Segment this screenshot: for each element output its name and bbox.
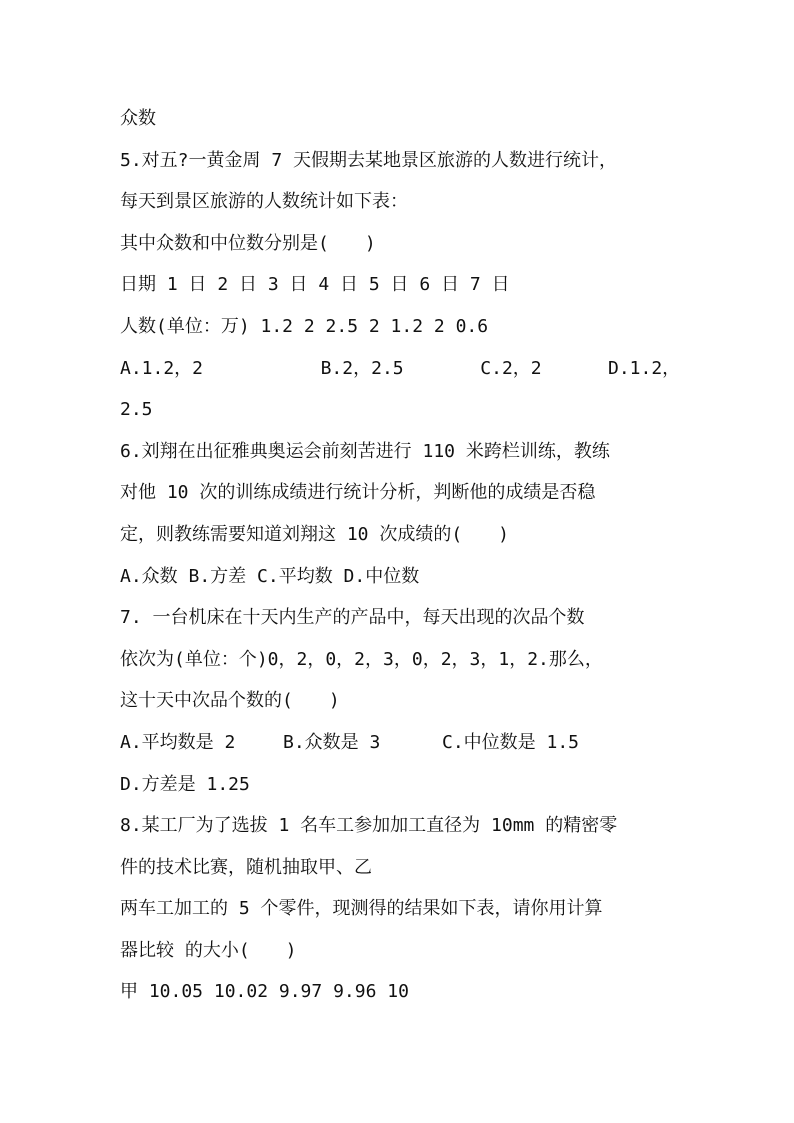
question-5-date-row: 日期 1 日 2 日 3 日 4 日 5 日 6 日 7 日 — [120, 274, 510, 296]
option-d: D.1.2， — [608, 357, 681, 379]
option-a: A.1.2，2 — [120, 357, 204, 379]
question-5-line: 5.对五?一黄金周 7 天假期去某地景区旅游的人数进行统计， — [120, 149, 618, 171]
option-d: D.方差是 1.25 — [120, 773, 250, 795]
question-8-line: 两车工加工的 5 个零件，现测得的结果如下表，请你用计算 — [120, 898, 603, 920]
question-6-line: 6.刘翔在出征雅典奥运会前刻苦进行 110 米跨栏训练，教练 — [120, 440, 610, 462]
question-8-line: 器比较 的大小( ) — [120, 939, 297, 961]
question-7-line: 7. 一台机床在十天内生产的产品中，每天出现的次品个数 — [120, 607, 585, 629]
question-8-line: 8.某工厂为了选拔 1 名车工参加加工直径为 10mm 的精密零 — [120, 815, 618, 837]
question-5-line: 每天到景区旅游的人数统计如下表： — [120, 191, 408, 213]
option-b: B.众数是 3 — [283, 731, 381, 753]
question-7-options — [120, 722, 680, 764]
text-line: 众数 — [120, 108, 156, 129]
question-6-line: 定，则教练需要知道刘翔这 10 次成绩的( ) — [120, 523, 510, 545]
question-5-count-row: 人数(单位：万) 1.2 2 2.5 2 1.2 2 0.6 — [120, 315, 489, 337]
option-b: B.2，2.5 — [320, 357, 404, 379]
option-a: A.平均数是 2 — [120, 731, 236, 753]
question-8-data-row: 甲 10.05 10.02 9.97 9.96 10 — [120, 981, 409, 1003]
question-6-options: A.众数 B.方差 C.平均数 D.中位数 — [120, 565, 420, 587]
question-7-line: 这十天中次品个数的( ) — [120, 690, 340, 712]
option-c: C.中位数是 1.5 — [442, 731, 580, 753]
question-5-options — [120, 348, 680, 390]
question-8-line: 件的技术比赛，随机抽取甲、乙 — [120, 856, 372, 878]
option-d-continued: 2.5 — [120, 399, 153, 421]
question-5-line: 其中众数和中位数分别是( ) — [120, 232, 376, 254]
question-6-line: 对他 10 次的训练成绩进行统计分析，判断他的成绩是否稳 — [120, 482, 596, 504]
document-body — [120, 98, 680, 1013]
question-7-line: 依次为(单位：个)0，2，0，2，3，0，2，3，1，2.那么， — [120, 648, 603, 670]
option-c: C.2，2 — [480, 357, 542, 379]
